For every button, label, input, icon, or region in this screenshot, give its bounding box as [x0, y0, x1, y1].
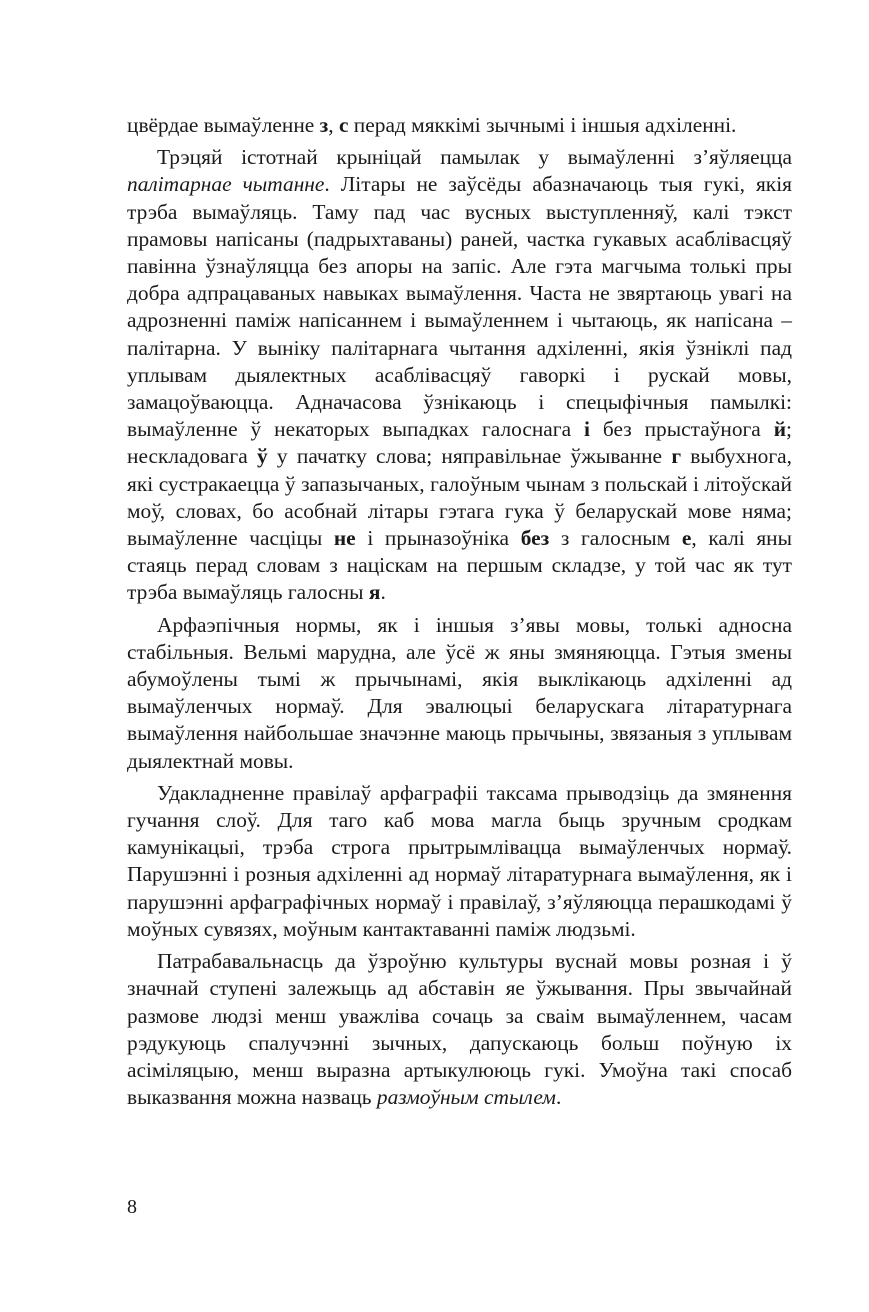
text-run: цвёрдае вымаўленне: [127, 113, 320, 137]
text-run: , калі яны стаяць перад словам з націскам на першым складзе, у той час як тут трэба вымаўляць галосны: [127, 526, 792, 605]
bold-text-run: с: [338, 113, 349, 137]
text-run: ,: [328, 113, 339, 137]
text-run: без прыстаўнога: [589, 417, 774, 442]
bold-text-run: ў: [256, 444, 268, 469]
text-run: Арфаэпічныя нормы, як і іншыя з’явы мовы, толькі адносна стабільныя. Вельмі марудна, але ўсё ж яны змяняюцца. Гэтыя змены абумоўлены тымі ж прычынамі, якія выклікаюць адхіленні ад вымаўленчых нормаў. Для эвалюцыі беларускага літаратурнага вымаўлення найбольшае значэнне маюць прычыны, звязаныя з уплывам дыялектнай мовы.: [127, 612, 792, 773]
paragraph-2: [127, 144, 792, 606]
text-run: Патрабавальнасць да ўзроўню культуры вуснай мовы розная і ў значнай ступені залежыць ад абставін яе ўжывання. Пры звычайнай размове людзі менш уважліва сочаць за сваім вымаўленнем, часам рэдукуюць спалучэнні зычных, дапускаюць больш поўную іх асіміляцыю, менш выразна артыкулююць гукі. Умоўна такі спосаб выказвання можна назваць: [127, 949, 792, 1110]
paragraph-1: [127, 112, 792, 139]
bold-text-run: я: [368, 580, 381, 605]
paragraph-5: [127, 948, 792, 1111]
text-run: Трэцяй істотнай крыніцай памылак у вымаўленні з’яўляецца: [157, 145, 792, 170]
bold-text-run: без: [520, 526, 550, 551]
paragraph-4: [127, 780, 792, 943]
italic-text-run: размоўным стылем: [376, 1085, 556, 1110]
bold-text-run: г: [671, 444, 682, 469]
bold-text-run: з: [319, 113, 329, 137]
bold-text-run: е: [681, 526, 692, 551]
bold-text-run: й: [773, 417, 787, 442]
bold-text-run: не: [333, 526, 356, 551]
text-run: і прыназоўніка: [355, 526, 521, 551]
text-run: .: [555, 1085, 562, 1110]
text-run: . Літары не заўсёды абазначаюць тыя гукі, якія трэба вымаўляць. Таму пад час вусных выступленняў, калі тэкст прамовы напісаны (падрыхтаваны) раней, частка гукавых асаблівасцяў павінна ўзнаўляцца без апоры на запіс. Але гэта магчыма толькі пры добра адпрацаваных навыках вымаўлення. Часта не звяртаюць увагі на адрозненні паміж напісаннем і вымаўленнем і чытаюць, як напісана – палітарна. У выніку палітарнага чытання адхіленні, якія ўзніклі пад уплывам дыялектных асаблівасцяў гаворкі і рускай мовы, замацоўваюцца. Адначасова ўзнікаюць і спецыфічныя памылкі: вымаўленне ў некаторых выпадках галоснага: [127, 172, 792, 442]
bold-text-run: і: [583, 417, 590, 442]
page-body: [127, 112, 792, 1111]
page-number: 8: [127, 1196, 137, 1218]
text-run: .: [380, 580, 386, 605]
paragraph-3: [127, 612, 792, 775]
text-run: Удакладненне правілаў арфаграфіі таксама прыводзіць да змянення гучання слоў. Для таго каб мова магла быць зручным сродкам камунікацыі, трэба строга прытрымлівацца вымаўленчых нормаў. Парушэнні і розныя адхіленні ад нормаў літаратурнага вымаўлення, як і парушэнні арфаграфічных нормаў і правілаў, з’яўляюцца перашкодамі ў моўных сувязях, моўным кантактаванні паміж людзьмі.: [127, 780, 792, 941]
text-run: перад мяккімі зычнымі і іншыя адхіленні.: [348, 113, 737, 137]
text-run: у пачатку слова; няправільнае ўжыванне: [267, 444, 672, 469]
text-run: ; нескладовага: [127, 417, 792, 469]
text-run: выбухнога, які сустракаецца ў запазычаных, галоўным чынам з польскай і літоўскай моў, словах, бо асобнай літары гэтага гука ў беларускай мове няма; вымаўленне часціцы: [127, 444, 792, 551]
text-run: з галосным: [549, 526, 682, 551]
italic-text-run: палітарнае чытанне: [127, 172, 325, 197]
